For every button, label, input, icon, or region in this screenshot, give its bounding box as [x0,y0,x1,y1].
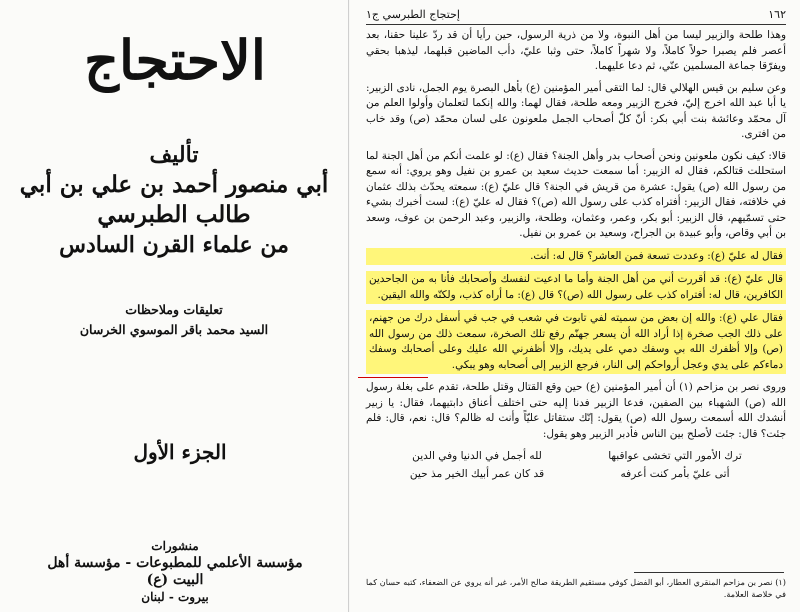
page-number: ١٦٢ [768,8,786,21]
notes-block [34,300,314,340]
running-title: إحتجاج الطبرسي ج١ [366,8,460,21]
publisher-line-3: بيروت - لبنان [141,590,209,604]
running-head [366,6,786,25]
paragraph: وعن سليم بن قيس الهلالي قال: لما التقى أمير المؤمنين (ع) بأهل البصرة يوم الجمل، نادى الزبير: يا أبا عبد الله اخرج إليّ، فخرج الزبير ومعه طلحة، فقال لهما: والله إنكما لتعلمان وأولوا العلم من آل محمّد وعائشة بنت أبي بكر: أنّ كلّ أصحاب الجمل ملعونون على لسان محمّد (ص) وقد خاب من افترى. [366,81,786,140]
verse-hemistich: لله أجمل في الدنيا وفي الدين [412,450,542,462]
text-body [366,28,786,482]
notes-by: السيد محمد باقر الموسوي الخرسان [79,322,269,337]
text-page [350,0,800,612]
title-page [0,0,349,612]
volume-label: الجزء الأول [133,440,227,464]
publisher-line-1: منشورات [151,539,199,553]
author-name: أبي منصور أحمد بن علي بن أبي طالب الطبرسي [19,171,329,228]
paragraph: وهذا طلحة والزبير ليسا من أهل النبوة، ولا من ذرية الرسول، حين رأيا أن قد ردّ علينا حقنا، بعد أعصر فلم يصبرا حولاً كاملاً، ولا شهراً كاملاً، حتى وثبا عليّ، دأب الماضين قبلهما، ليذهبا بحقي ويفرّقا جماعة المسلمين عنّي، ثم دعا عليهما. [366,29,786,72]
notes-label: تعليقات وملاحظات [125,302,223,317]
verse-hemistich: ترك الأمور التي تخشى عواقبها [608,450,742,462]
author-block [18,140,330,260]
poem-verses [366,448,786,482]
author-era: من علماء القرن السادس [59,232,289,258]
red-underline-mark [358,377,428,378]
author-prefix: تأليف [149,142,199,168]
book-title: الاحتجاج [84,28,266,92]
paragraph-highlighted: فقال له عليّ (ع): وعددت تسعة فمن العاشر؟ قال له: أنت. [366,248,786,266]
verse-hemistich: قد كان عمر أبيك الخير مذ حين [409,468,545,480]
paragraph-highlighted: قال عليّ (ع): قد أقررت أني من أهل الجنة وأما ما ادعيت لنفسك وأصحابك فأنا به من الجاحدين الكافرين، قال له: أفتراه كذب على رسول الله (ص)؟ قال (ع): ما أراه كذب، ولكنّه والله اليقين. [366,271,786,304]
footnote: (١) نصر بن مزاحم المنقري العطار، أبو الفضل كوفي مستقيم الطريقة صالح الأمر، غير أنه يروي عن الضعفاء، كتبه حسان كما في خلاصة العلامة. [366,577,786,599]
paragraph: وروى نصر بن مزاحم (١) أن أمير المؤمنين (ع) حين وقع القتال وقتل طلحة، تقدم على بغلة رسول الله (ص) الشهباء بين الصفين، فدعا الزبير فدنا إليه حتى اختلف أعناق دابتيهما، فقال: يا زبير أنشدك الله أسمعت رسول الله (ص) يقول: إنّك ستقاتل عليّاً وأنت له ظالم؟ قال: نعم، قال: فلم جئت؟ قال: جئت لأصلح بين الناس فأدبر الزبير وهو يقول: [366,381,786,440]
paragraph-highlighted: فقال علي (ع): والله إن بعض من سميته لفي تابوت في شعب في جب في أسفل درك من جهنم، على ذلك الجب صخرة إذا أراد الله أن يسعر جهنّم رفع تلك الصخرة، سمعت ذلك من رسول الله (ص) وإلا أظفرك الله بي وسفك دمي على يديك، وإلا أظفرني الله عليك وعلى أصحابك وسفك دماءكم على يدي وعجل أرواحكم إلى النار، فرجع الزبير إلى أصحابه وهو يبكي. [366,310,786,374]
paragraph: قالا: كيف نكون ملعونين ونحن أصحاب بدر وأهل الجنة؟ فقال (ع): لو علمت أنكم من أهل الجنة لما استحللت قتالكم، فقال له الزبير: أما سمعت حديث سعيد بن عمرو بن نفيل وهو يروي: أنه سمع من رسول الله (ص) يقول: عشرة من قريش في الجنة؟ قال عليّ (ع): سمعته يحدّث بذلك عثمان في خلافته، فقال الزبير: أفتراه كذب على رسول الله (ص)؟ فقال له عليّ (ع): لست أخبرك بشيء حتى تسمّيهم، قال الزبير: أبو بكر، وعمر، وعثمان، وطلحة، والزبير، وعبد الرحمن بن عوف، وسعد بن أبي وقاص، وأبو عبيدة بن الجراح، وسعيد بن عمرو بن نفيل. [366,149,786,239]
publisher-block [30,538,320,606]
footnote-rule [634,572,784,573]
publisher-line-2: مؤسسة الأعلمي للمطبوعات - مؤسسة أهل البيت (ع) [47,555,303,588]
verse-hemistich: أتى عليّ بأمر كنت أعرفه [620,468,730,480]
